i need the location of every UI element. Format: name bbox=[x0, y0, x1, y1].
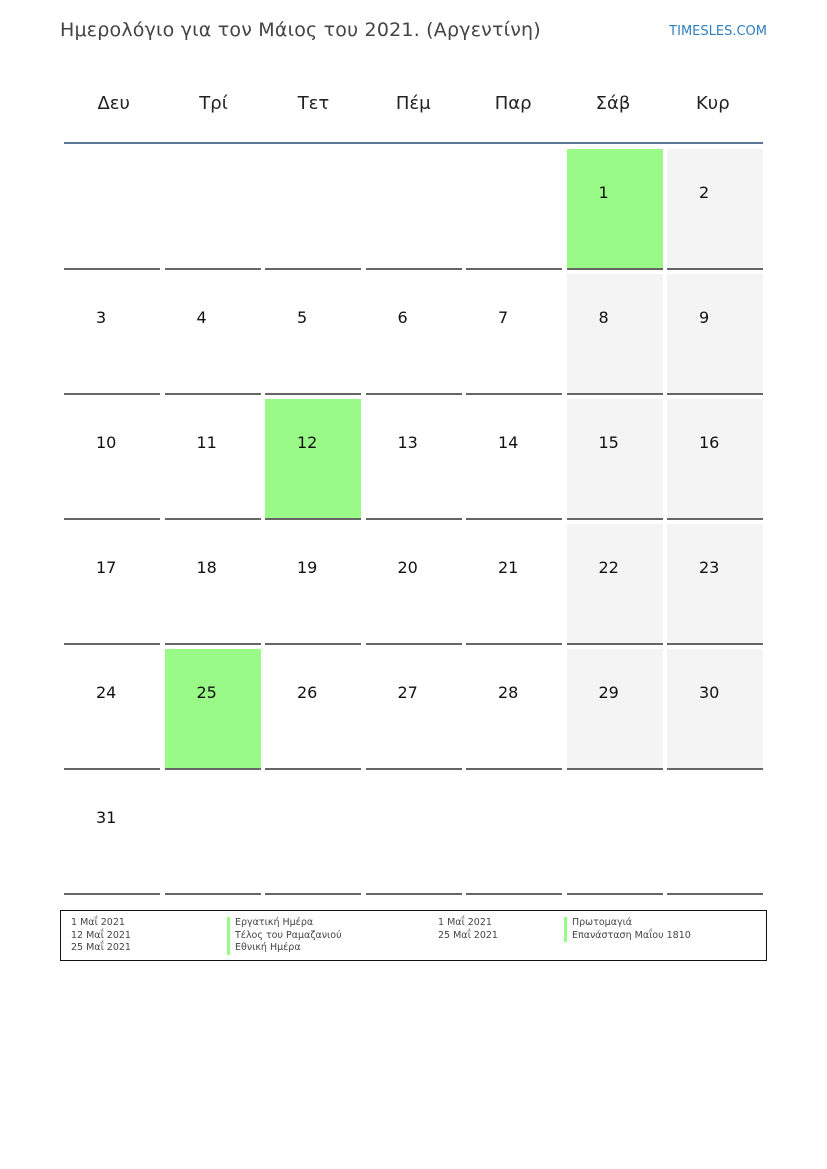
day-number: 24 bbox=[96, 683, 117, 702]
day-cell bbox=[567, 399, 663, 520]
calendar-week-row bbox=[64, 399, 763, 524]
day-cell bbox=[366, 274, 462, 395]
day-number: 7 bbox=[498, 308, 509, 327]
weekday-label: Τρί bbox=[199, 93, 228, 114]
empty-day-cell bbox=[567, 774, 663, 895]
day-cell bbox=[64, 399, 160, 520]
day-cell bbox=[64, 649, 160, 770]
legend-holiday-name: Εργατική Ημέρα bbox=[227, 917, 342, 930]
day-number: 27 bbox=[397, 683, 418, 702]
legend-names-right bbox=[564, 917, 691, 942]
day-number: 20 bbox=[397, 558, 418, 577]
day-cell bbox=[466, 274, 562, 395]
legend-holiday-name: Πρωτομαγιά bbox=[564, 917, 691, 930]
day-cell bbox=[165, 399, 261, 520]
weekday-header-row bbox=[64, 78, 763, 144]
day-cell bbox=[265, 649, 361, 770]
day-number: 18 bbox=[196, 558, 217, 577]
weekday-label: Δευ bbox=[97, 93, 130, 114]
calendar-week-row bbox=[64, 649, 763, 774]
weekday-label: Σάβ bbox=[595, 93, 631, 114]
day-number: 26 bbox=[297, 683, 318, 702]
day-number: 23 bbox=[699, 558, 720, 577]
legend-date: 25 Μαΐ 2021 bbox=[438, 929, 498, 941]
legend-holiday-name: Επανάσταση Μαΐου 1810 bbox=[564, 930, 691, 943]
empty-day-cell bbox=[165, 149, 261, 270]
day-number: 29 bbox=[598, 683, 619, 702]
day-cell bbox=[265, 524, 361, 645]
legend-names-left bbox=[227, 917, 342, 955]
day-number: 9 bbox=[699, 308, 710, 327]
day-number: 10 bbox=[96, 433, 117, 452]
legend-date: 1 Μαΐ 2021 bbox=[71, 917, 125, 928]
day-number: 2 bbox=[699, 183, 710, 202]
empty-day-cell bbox=[466, 774, 562, 895]
day-number: 1 bbox=[598, 183, 609, 202]
empty-day-cell bbox=[64, 149, 160, 270]
day-cell bbox=[567, 524, 663, 645]
weekday-label: Κυρ bbox=[696, 93, 730, 114]
legend-date: 12 Μαΐ 2021 bbox=[71, 929, 131, 941]
empty-day-cell bbox=[265, 149, 361, 270]
empty-day-cell bbox=[265, 774, 361, 895]
calendar-grid bbox=[64, 78, 763, 899]
weekday-label: Πέμ bbox=[395, 93, 431, 114]
day-cell bbox=[366, 399, 462, 520]
day-cell bbox=[667, 399, 763, 520]
day-cell bbox=[567, 149, 663, 270]
day-number: 31 bbox=[96, 808, 117, 827]
day-number: 21 bbox=[498, 558, 519, 577]
day-cell bbox=[265, 399, 361, 520]
day-number: 4 bbox=[196, 308, 207, 327]
day-cell bbox=[265, 274, 361, 395]
page-title: Ημερολόγιο για τον Μάιος του 2021. (Αργεντίνη) bbox=[60, 19, 541, 41]
calendar-week-row bbox=[64, 149, 763, 274]
day-number: 17 bbox=[96, 558, 117, 577]
day-cell bbox=[165, 649, 261, 770]
day-cell bbox=[466, 649, 562, 770]
day-cell bbox=[366, 649, 462, 770]
day-number: 3 bbox=[96, 308, 107, 327]
day-number: 16 bbox=[699, 433, 720, 452]
calendar-week-row bbox=[64, 524, 763, 649]
legend-date: 1 Μαΐ 2021 bbox=[438, 917, 492, 928]
day-cell bbox=[64, 774, 160, 895]
day-cell bbox=[667, 149, 763, 270]
day-cell bbox=[567, 274, 663, 395]
empty-day-cell bbox=[165, 774, 261, 895]
calendar-week-row bbox=[64, 274, 763, 399]
empty-day-cell bbox=[366, 149, 462, 270]
day-cell bbox=[667, 524, 763, 645]
day-number: 13 bbox=[397, 433, 418, 452]
weekday-label: Τετ bbox=[297, 93, 330, 114]
day-number: 15 bbox=[598, 433, 619, 452]
day-number: 14 bbox=[498, 433, 519, 452]
day-cell bbox=[165, 274, 261, 395]
day-number: 25 bbox=[196, 683, 217, 702]
day-cell bbox=[64, 274, 160, 395]
calendar-weeks bbox=[64, 144, 763, 899]
legend-dates-left bbox=[71, 917, 131, 955]
legend-holiday-name: Εθνική Ημέρα bbox=[227, 942, 342, 955]
day-cell bbox=[567, 649, 663, 770]
day-number: 30 bbox=[699, 683, 720, 702]
day-cell bbox=[667, 649, 763, 770]
day-cell bbox=[667, 274, 763, 395]
legend-date: 25 Μαΐ 2021 bbox=[71, 942, 131, 953]
legend-dates-right bbox=[438, 917, 498, 942]
day-cell bbox=[366, 524, 462, 645]
brand-link[interactable]: TIMESLES.COM bbox=[669, 24, 767, 39]
day-cell bbox=[466, 524, 562, 645]
day-number: 19 bbox=[297, 558, 318, 577]
day-number: 8 bbox=[598, 308, 609, 327]
empty-day-cell bbox=[466, 149, 562, 270]
empty-day-cell bbox=[366, 774, 462, 895]
day-cell bbox=[64, 524, 160, 645]
day-number: 28 bbox=[498, 683, 519, 702]
holiday-legend bbox=[60, 910, 767, 961]
weekday-label: Παρ bbox=[494, 93, 532, 114]
day-cell bbox=[165, 524, 261, 645]
calendar-week-row bbox=[64, 774, 763, 899]
day-number: 5 bbox=[297, 308, 308, 327]
legend-holiday-name: Τέλος του Ραμαζανιού bbox=[227, 930, 342, 943]
day-number: 6 bbox=[397, 308, 408, 327]
day-number: 22 bbox=[598, 558, 619, 577]
day-cell bbox=[466, 399, 562, 520]
day-number: 11 bbox=[196, 433, 217, 452]
day-number: 12 bbox=[297, 433, 318, 452]
empty-day-cell bbox=[667, 774, 763, 895]
